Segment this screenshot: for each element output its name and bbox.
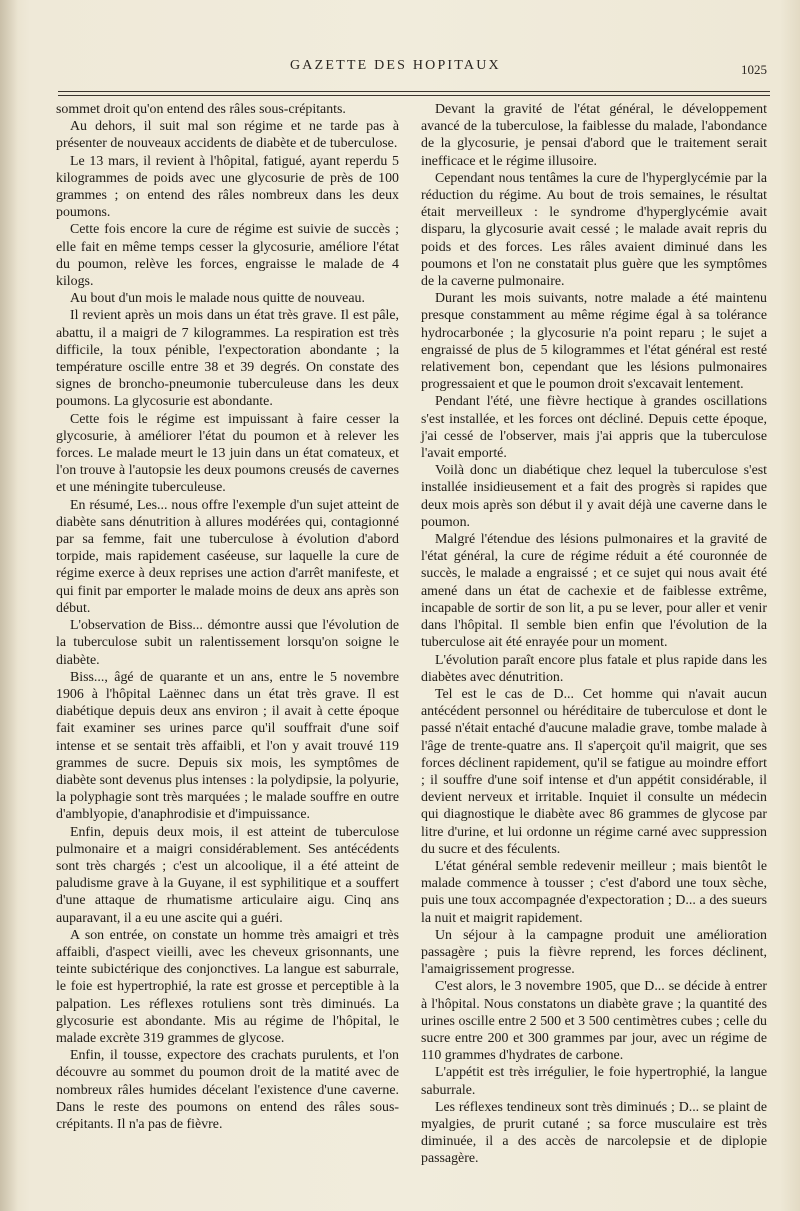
page-header <box>0 58 800 82</box>
paragraph: Malgré l'étendue des lésions pulmonaires et la gravité de l'état général, la cure de régime réduit a été couronnée de succès, le malade a engraissé ; et ce sujet qui nous avait été amené dans un état de cachexie et de faiblesse extrême, incapable de sortir de son lit, a pu se lever, pour aller et venir dans l'hôpital. Il semble bien enfin que l'évolution de la tuberculose ait été enrayée pour un moment. <box>421 532 767 651</box>
paragraph: Biss..., âgé de quarante et un ans, entre le 5 novembre 1906 à l'hôpital Laënnec dans un état très grave. Il est diabétique depuis deux ans environ ; il avait à cette époque fait examiner ses urines parce qu'il souffrait d'une soif intense et se sentait très affaibli, et l'on y avait trouvé 119 grammes de sucre. Depuis six mois, les symptômes de diabète sont devenus plus intenses : la polydipsie, la polyurie, la polyphagie sont très marquées ; le malade souffre en outre d'amblyopie, d'anaphrodisie et d'impuissance. <box>56 669 399 823</box>
paragraph: Voilà donc un diabétique chez lequel la tuberculose s'est installée insidieusement et a fait des progrès si rapides que deux mois après son début il y avait déjà une caverne dans le poumon. <box>421 463 767 530</box>
left-column <box>56 101 399 1133</box>
paragraph: Il revient après un mois dans un état très grave. Il est pâle, abattu, il a maigri de 7 kilogrammes. La respiration est très difficile, la toux pénible, l'expectoration abondante ; la température oscille entre 38 et 39 degrés. On constate des signes de broncho-pneumonie tuberculeuse dans les deux poumons. La glycosurie est abondante. <box>56 308 399 410</box>
paragraph: Au bout d'un mois le malade nous quitte de nouveau. <box>70 291 365 307</box>
paragraph: Enfin, il tousse, expectore des crachats purulents, et l'on découvre au sommet du poumon droit de la matité avec de nombreux râles humides décelant l'existence d'une caverne. Dans le reste des poumons on entend des râles sous-crépitants. Il n'a pas de fièvre. <box>56 1048 399 1132</box>
paragraph: L'appétit est très irrégulier, le foie hypertrophié, la langue saburrale. <box>421 1065 767 1098</box>
paragraph: L'évolution paraît encore plus fatale et plus rapide dans les diabètes avec dénutrition. <box>421 652 767 685</box>
paragraph: Durant les mois suivants, notre malade a été maintenu presque constamment au même régime égal à sa tolérance hydrocarbonée ; la glycosurie n'a point reparu ; le sujet a engraissé de plus de 5 kilogrammes et l'état général est resté relativement bon, cependant que les lésions pulmonaires progressaient et que le poumon droit s'excavait lentement. <box>421 291 767 393</box>
paragraph: En résumé, Les... nous offre l'exemple d'un sujet atteint de diabète sans dénutrition à allures modérées qui, contagionné par sa femme, fait une tuberculose à évolution d'abord torpide, mais rapidement caséeuse, sur laquelle la cure de régime exerce à deux reprises une action d'arrêt manifeste, et qui finit par emporter le malade moins de deux ans après son début. <box>56 497 399 616</box>
paragraph: Un séjour à la campagne produit une amélioration passagère ; puis la fièvre reprend, les forces déclinent, l'amaigrissement progresse. <box>421 927 767 978</box>
header-rule-thin <box>58 95 770 96</box>
paragraph: Cette fois encore la cure de régime est suivie de succès ; elle fait en même temps cesser la glycosurie, améliore l'état du poumon, relève les forces, engraisse le malade de 4 kilogs. <box>56 222 399 290</box>
paragraph: Cette fois le régime est impuissant à faire cesser la glycosurie, à améliorer l'état du poumon et à relever les forces. Le malade meurt le 13 juin dans un état comateux, et l'on trouve à l'autopsie les deux poumons creusés de cavernes et une méningite tuberculeuse. <box>56 411 399 496</box>
paragraph: Le 13 mars, il revient à l'hôpital, fatigué, ayant reperdu 5 kilogrammes de poids avec une glycosurie de près de 100 grammes ; on entend des râles nombreux dans les deux poumons. <box>56 153 399 221</box>
paragraph: Pendant l'été, une fièvre hectique à grandes oscillations s'est installée, et les forces ont décliné. Depuis cette époque, j'ai cessé de l'observer, mais j'ai appris que la tuberculose l'avait emporté. <box>421 394 767 462</box>
paragraph: A son entrée, on constate un homme très amaigri et très affaibli, d'aspect vieilli, avec les cheveux grisonnants, une teinte subictérique des conjonctives. La langue est saburrale, le foie est hypertrophié, la rate est grosse et perceptible à la palpation. Les réflexes rotuliens sont très diminués. La glycosurie est abondante. Mis au régime de l'hôpital, le malade excrète 319 grammes de glycose. <box>56 927 399 1046</box>
paragraph: C'est alors, le 3 novembre 1905, que D... se décide à entrer à l'hôpital. Nous constatons un diabète grave ; la quantité des urines oscille entre 2 500 et 3 500 centimètres cubes ; celle du sucre entre 200 et 300 grammes par jour, avec un régime de 110 grammes d'hydrates de carbone. <box>421 979 767 1064</box>
header-rule-thick <box>58 91 770 92</box>
paragraph: Devant la gravité de l'état général, le développement avancé de la tuberculose, la faiblesse du malade, l'abondance de la glycosurie, je pensai d'abord que le traitement serait inefficace et le régime illusoire. <box>421 102 767 169</box>
paragraph: Au dehors, il suit mal son régime et ne tarde pas à présenter de nouveaux accidents de diabète et de tuberculose. <box>56 119 399 152</box>
paragraph: Tel est le cas de D... Cet homme qui n'avait aucun antécédent personnel ou héréditaire de tuberculose et dont le passé n'était entaché d'aucune maladie grave, tombe malade à l'âge de trente-quatre ans. Il s'aperçoit qu'il maigrit, que ses forces déclinent rapidement, qu'il se fatigue au moindre effort ; il souffre d'une soif intense et d'un appétit considérable, il devient nerveux et irritable. Inquiet il consulte un médecin qui diagnostique le diabète avec 86 grammes de glycose par litre d'urine, et lui ordonne un régime carné avec suppression du sucre et des féculents. <box>421 686 767 857</box>
page-number: 1025 <box>741 62 767 77</box>
paragraph: sommet droit qu'on entend des râles sous-crépitants. <box>56 102 346 117</box>
paragraph: L'état général semble redevenir meilleur ; mais bientôt le malade commence à tousser ; c'est d'abord une toux sèche, puis une toux accompagnée d'expectoration ; D... a des sueurs la nuit et maigrit rapidement. <box>421 858 767 926</box>
paragraph: Cependant nous tentâmes la cure de l'hyperglycémie par la réduction du régime. Au bout de trois semaines, le résultat était merveilleux : le syndrome d'hyperglycémie avait disparu, la glycosurie avait cessé ; le malade avait repris du poids et des forces. Les râles avaient diminué dans les poumons et l'on ne constatait plus guère que les symptômes de la caverne pulmonaire. <box>421 170 767 290</box>
paragraph: L'observation de Biss... démontre aussi que l'évolution de la tuberculose subit un ralentissement lorsqu'on soigne le diabète. <box>56 618 399 668</box>
running-title: GAZETTE DES HOPITAUX <box>290 58 501 73</box>
paragraph: Enfin, depuis deux mois, il est atteint de tuberculose pulmonaire et a maigri considérablement. Ses antécédents sont très chargés ; c'est un alcoolique, il a été atteint de paludisme grave à la Guyane, il est syphilitique et a souffert d'une attaque de rhumatisme articulaire aigu. Cinq ans auparavant, il a eu une ascite qui a guéri. <box>56 824 399 926</box>
paragraph: Les réflexes tendineux sont très diminués ; D... se plaint de myalgies, de prurit cutané ; sa force musculaire est très diminuée, il a des accès de narcolepsie et de diplopie passagère. <box>421 1099 767 1167</box>
page-gutter-shadow <box>0 0 18 1211</box>
right-column <box>421 101 767 1168</box>
